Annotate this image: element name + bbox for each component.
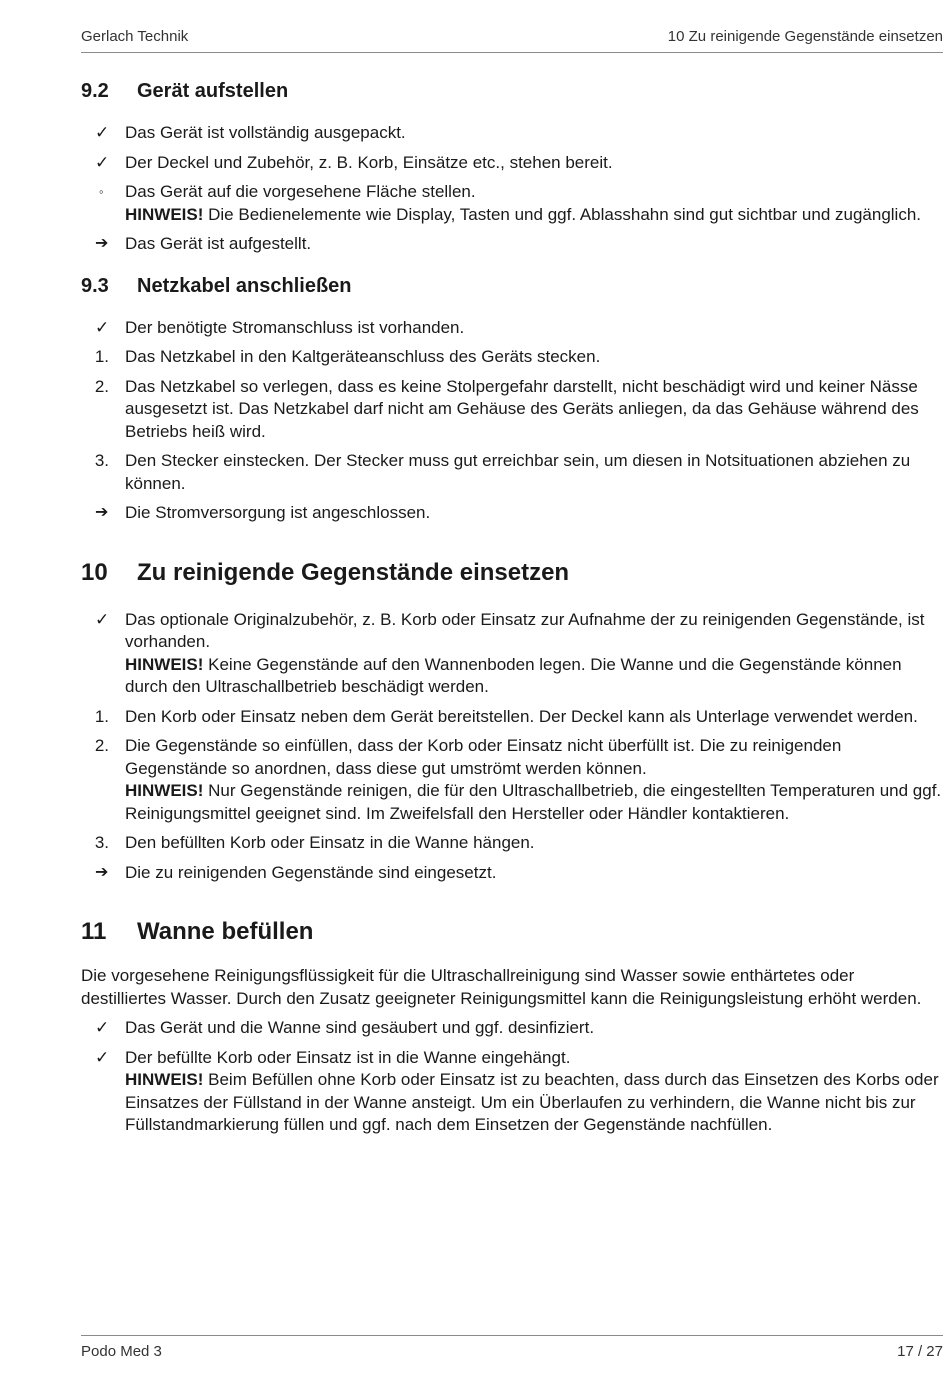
bullet-circle-icon: ◦: [99, 184, 104, 199]
list-item: [81, 1017, 943, 1040]
list-item: [81, 1047, 943, 1137]
item-text: Das Gerät und die Wanne sind gesäubert und ggf. desinfiziert.: [125, 1018, 595, 1037]
list-item: [81, 317, 943, 340]
steps-list: [81, 122, 943, 256]
list-item: [81, 346, 943, 369]
list-item: [81, 450, 943, 495]
item-text: Die Stromversorgung ist angeschlossen.: [125, 503, 431, 522]
checkmark-icon: ✓: [95, 1047, 110, 1067]
item-text: Der befüllte Korb oder Einsatz ist in die Wanne eingehängt.: [125, 1047, 571, 1067]
page-number: 17 / 27: [897, 1343, 943, 1360]
note-label: HINWEIS!: [125, 1070, 204, 1089]
list-item: [81, 502, 943, 525]
list-item: [81, 181, 943, 226]
steps-list: [81, 609, 943, 885]
page-content: [81, 78, 943, 1137]
step-number: 1.: [94, 706, 109, 726]
list-item: [81, 122, 943, 145]
section-heading-10: [81, 557, 943, 589]
list-item: [81, 376, 943, 444]
list-item: [81, 706, 943, 729]
section-title: Netzkabel anschließen: [137, 274, 352, 297]
section-number: 9.3: [81, 274, 109, 297]
list-item: [81, 832, 943, 855]
note-text: Keine Gegenstände auf den Wannenboden legen. Die Wanne und die Gegenstände können durch den Ultraschallbetrieb beschädigt werden.: [125, 654, 902, 696]
item-text: Das Gerät auf die vorgesehene Fläche stellen.: [125, 182, 476, 201]
section-title: Zu reinigende Gegenstände einsetzen: [137, 558, 570, 586]
step-number: 3.: [94, 451, 109, 470]
section-heading-11: [81, 916, 943, 948]
note-text: Nur Gegenstände reinigen, die für den Ultraschallbetrieb, die eingestellten Temperaturen und ggf. Reinigungsmittel geeignet sind. Im Zweifelsfall den Hersteller oder Händler kontaktieren.: [125, 781, 942, 823]
item-text: Den Korb oder Einsatz neben dem Gerät bereitstellen. Der Deckel kann als Unterlage verwendet werden.: [125, 706, 918, 726]
section-number: 10: [81, 558, 108, 586]
list-item: [81, 735, 943, 825]
list-item: [81, 233, 943, 256]
step-number: 2.: [94, 736, 109, 755]
item-text: Die Gegenstände so einfüllen, dass der Korb oder Einsatz nicht überfüllt ist. Die zu reinigenden Gegenstände so anordnen, dass diese gut umströmt werden können.: [125, 736, 842, 778]
checkmark-icon: ✓: [95, 152, 110, 172]
steps-list: [81, 317, 943, 525]
footer-left: Podo Med 3: [81, 1343, 162, 1360]
checkmark-icon: ✓: [95, 123, 110, 142]
section-number: 9.2: [81, 80, 109, 102]
note-label: HINWEIS!: [125, 204, 204, 224]
checkmark-icon: ✓: [95, 317, 110, 337]
section-number: 11: [81, 918, 107, 945]
item-text: Den Stecker einstecken. Der Stecker muss gut erreichbar sein, um diesen in Notsituationen abziehen zu können.: [125, 451, 911, 493]
item-text: Der benötigte Stromanschluss ist vorhanden.: [125, 317, 465, 337]
item-text: Den befüllten Korb oder Einsatz in die Wanne hängen.: [125, 833, 535, 852]
checkmark-icon: ✓: [95, 1018, 110, 1037]
list-item: [81, 152, 943, 175]
note-text: Beim Befüllen ohne Korb oder Einsatz ist zu beachten, dass durch das Einsetzen des Korbs oder Einsatzes der Füllstand in der Wanne ansteigt. Um ein Überlaufen zu verhindern, die Wanne nicht bis zur Füllstandmarkierung füllen und ggf. nach dem Einsetzen der Gegenstände nachfüllen.: [125, 1070, 939, 1134]
item-text: Die zu reinigenden Gegenstände sind eingesetzt.: [125, 862, 497, 882]
step-number: 3.: [94, 833, 109, 852]
note-label: HINWEIS!: [125, 781, 204, 800]
section-title: Gerät aufstellen: [137, 80, 289, 102]
item-text: Das optionale Originalzubehör, z. B. Korb oder Einsatz zur Aufnahme der zu reinigenden Gegenstände, ist vorhanden.: [125, 609, 925, 651]
item-text: Das Netzkabel in den Kaltgeräteanschluss des Geräts stecken.: [125, 347, 601, 366]
result-arrow-icon: ➔: [95, 235, 109, 252]
item-text: Der Deckel und Zubehör, z. B. Korb, Einsätze etc., stehen bereit.: [125, 152, 613, 172]
section-heading-9-3: [81, 273, 943, 300]
section-title: Wanne befüllen: [137, 918, 314, 945]
note-label: HINWEIS!: [125, 654, 204, 674]
list-item: [81, 609, 943, 699]
result-arrow-icon: ➔: [95, 863, 109, 881]
list-item: [81, 862, 943, 885]
item-text: Das Gerät ist aufgestellt.: [125, 234, 312, 253]
step-number: 1.: [94, 347, 109, 366]
section-intro: Die vorgesehene Reinigungsflüssigkeit für die Ultraschallreinigung sind Wasser sowie enthärtetes oder destilliertes Wasser. Durch den Zusatz geeigneter Reinigungsmittel kann die Reinigungsleistung erhöht werden.: [81, 966, 922, 1008]
item-text: Das Netzkabel so verlegen, dass es keine Stolpergefahr darstellt, nicht beschädigt wird und keiner Nässe ausgesetzt ist. Das Netzkabel darf nicht am Gehäuse des Geräts anliegen, da das Gehäuse während des Betriebs heiß wird.: [125, 376, 919, 441]
section-heading-9-2: [81, 78, 943, 105]
page-header: [81, 28, 943, 53]
result-arrow-icon: ➔: [95, 504, 109, 521]
header-right: 10 Zu reinigende Gegenstände einsetzen: [667, 28, 943, 45]
header-left: Gerlach Technik: [81, 28, 189, 45]
step-number: 2.: [94, 376, 109, 396]
item-text: Das Gerät ist vollständig ausgepackt.: [125, 123, 406, 142]
checkmark-icon: ✓: [95, 609, 110, 629]
page-footer: [81, 1335, 943, 1360]
steps-list: [81, 1017, 943, 1137]
note-text: Die Bedienelemente wie Display, Tasten und ggf. Ablasshahn sind gut sichtbar und zugänglich.: [208, 204, 922, 224]
